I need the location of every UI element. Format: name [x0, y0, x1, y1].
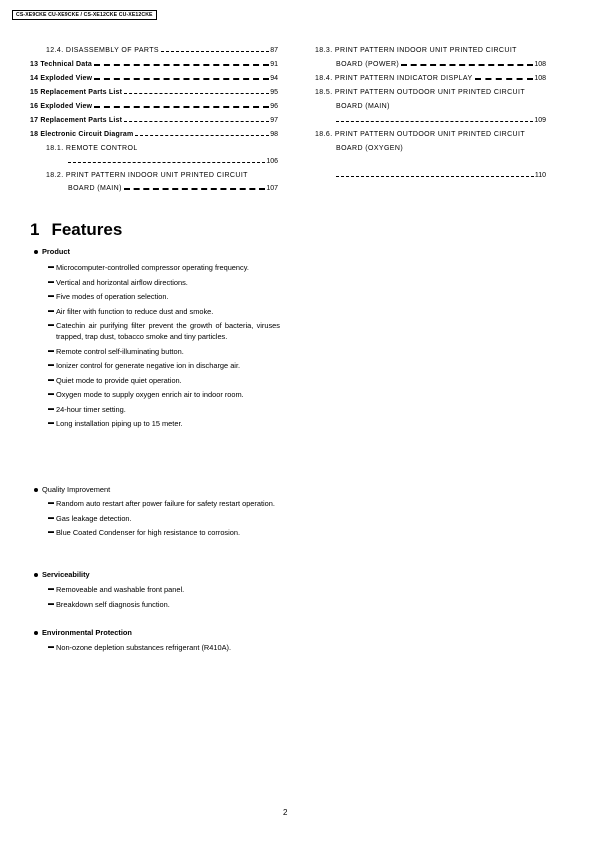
- toc-label: 15 Replacement Parts List: [30, 89, 123, 96]
- bullet-icon: [34, 250, 38, 254]
- toc-label: 17 Replacement Parts List: [30, 117, 123, 124]
- toc-label-continued: BOARD (MAIN): [336, 103, 390, 110]
- dash-icon: ▬: [48, 278, 54, 285]
- leader-dots: [475, 76, 534, 80]
- item-text: Non-ozone depletion substances refrigerant (R410A).: [56, 643, 232, 652]
- group-heading-serviceability: [34, 570, 90, 579]
- toc-entry[interactable]: [30, 131, 278, 138]
- dash-icon: ▬: [48, 586, 54, 592]
- item-text: 24-hour timer setting.: [56, 404, 126, 414]
- toc-page: 110: [534, 172, 546, 179]
- item-text: Quiet mode to provide quiet operation.: [56, 375, 182, 385]
- item-text: Ionizer control for generate negative ion in discharge air.: [56, 361, 241, 370]
- list-item: [48, 527, 280, 538]
- section-title: Features: [51, 220, 123, 239]
- toc-label-continued: BOARD (MAIN): [68, 185, 122, 192]
- toc-entry-label-line[interactable]: [315, 47, 517, 54]
- list-item: [48, 360, 280, 371]
- section-heading: [30, 220, 122, 240]
- item-text: Catechin air purifying filter prevent the growth of bacteria, viruses trapped, trap dust, tobacco smoke and tiny particles.: [56, 321, 280, 341]
- list-item: [48, 277, 280, 288]
- dash-icon: ▬: [48, 500, 54, 506]
- dash-icon: ▬: [48, 376, 54, 383]
- list-item: [48, 599, 280, 610]
- leader-dots: [124, 91, 269, 94]
- toc-entry-leader-line[interactable]: [336, 172, 546, 179]
- item-text: Microcomputer-controlled compressor operating frequency.: [56, 263, 249, 272]
- toc-label-continued: BOARD (OXYGEN): [336, 145, 404, 152]
- toc-page: 98: [270, 131, 278, 138]
- toc-page: 108: [534, 75, 546, 82]
- item-text: Five modes of operation selection.: [56, 292, 169, 301]
- serviceability-list: [48, 584, 280, 613]
- list-item: [48, 513, 280, 524]
- list-item: [48, 306, 280, 317]
- toc-entry[interactable]: [30, 61, 278, 68]
- dash-icon: ▬: [48, 514, 54, 521]
- toc-entry-leader-line[interactable]: [68, 158, 278, 165]
- toc-page: 97: [270, 117, 278, 124]
- list-item: [48, 320, 280, 342]
- toc-entry[interactable]: [30, 89, 278, 96]
- leader-dots: [94, 104, 269, 108]
- leader-dots: [124, 186, 266, 190]
- group-title: Product: [42, 247, 70, 256]
- item-text: Blue Coated Condenser for high resistance to corrosion.: [56, 528, 241, 537]
- dash-icon: ▬: [48, 600, 54, 607]
- bullet-icon: [34, 573, 38, 577]
- dash-icon: ▬: [48, 405, 54, 412]
- bullet-icon: [34, 488, 38, 492]
- leader-dots: [135, 133, 269, 136]
- leader-dots: [401, 62, 533, 66]
- toc-label: 18.6. PRINT PATTERN OUTDOOR UNIT PRINTED CIRCUIT: [315, 131, 526, 138]
- item-text: Breakdown self diagnosis function.: [56, 599, 170, 609]
- toc-entry[interactable]: [315, 75, 546, 82]
- quality-list: [48, 498, 280, 542]
- group-heading-quality: [34, 485, 110, 494]
- toc-label: 18.1. REMOTE CONTROL: [46, 145, 138, 152]
- section-number: 1: [30, 220, 40, 239]
- page-number: 2: [283, 808, 288, 817]
- item-text: Removeable and washable front panel.: [56, 585, 185, 594]
- dash-icon: ▬: [48, 362, 54, 368]
- toc-label: 18.2. PRINT PATTERN INDOOR UNIT PRINTED CIRCUIT: [46, 172, 248, 179]
- toc-page: 91: [270, 61, 278, 68]
- toc-page: 94: [270, 75, 278, 82]
- toc-entry[interactable]: [336, 61, 546, 68]
- toc-entry-label-line[interactable]: [336, 145, 403, 152]
- toc-page: 109: [534, 117, 546, 124]
- toc-entry[interactable]: [46, 47, 278, 54]
- item-text: Random auto restart after power failure for safety restart operation.: [56, 499, 275, 508]
- toc-entry-label-line[interactable]: [336, 103, 390, 110]
- toc-entry[interactable]: [30, 75, 278, 82]
- toc-page: 87: [270, 47, 278, 54]
- list-item: [48, 404, 280, 415]
- toc-entry[interactable]: [30, 117, 278, 124]
- dash-icon: ▬: [48, 347, 54, 354]
- dash-icon: ▬: [48, 391, 54, 397]
- dash-icon: ▬: [48, 420, 54, 426]
- list-item: [48, 498, 280, 509]
- toc-label: 18.4. PRINT PATTERN INDICATOR DISPLAY: [315, 75, 473, 82]
- toc-page: 108: [534, 61, 546, 68]
- dash-icon: ▬: [48, 264, 54, 270]
- toc-entry[interactable]: [30, 103, 278, 110]
- list-item: [48, 262, 280, 273]
- toc-entry-label-line[interactable]: [315, 89, 525, 96]
- item-text: Remote control self-illuminating button.: [56, 346, 184, 356]
- group-heading-environmental: [34, 628, 132, 637]
- toc-label: 14 Exploded View: [30, 75, 93, 82]
- leader-dots: [94, 62, 269, 66]
- item-text: Vertical and horizontal airflow directions.: [56, 277, 188, 287]
- list-item: [48, 642, 280, 653]
- toc-label: 18.3. PRINT PATTERN INDOOR UNIT PRINTED CIRCUIT: [315, 47, 517, 54]
- group-title: Environmental Protection: [42, 628, 132, 637]
- leader-dots: [94, 76, 269, 80]
- toc-page: 107: [266, 185, 278, 192]
- group-title: Serviceability: [42, 570, 90, 579]
- leader-dots: [161, 49, 269, 52]
- leader-dots: [336, 119, 533, 122]
- toc-label: 13 Technical Data: [30, 61, 93, 68]
- toc-label-continued: BOARD (POWER): [336, 61, 400, 68]
- list-item: [48, 418, 280, 429]
- toc-label: 18.5. PRINT PATTERN OUTDOOR UNIT PRINTED CIRCUIT: [315, 89, 526, 96]
- toc-page: 106: [266, 158, 278, 165]
- toc-entry-label-line[interactable]: [46, 172, 248, 179]
- dash-icon: ▬: [48, 322, 54, 328]
- dash-icon: ▬: [48, 307, 54, 314]
- item-text: Gas leakage detection.: [56, 513, 132, 523]
- list-item: [48, 291, 280, 302]
- group-heading-product: [34, 247, 70, 256]
- toc-label: 12.4. DISASSEMBLY OF PARTS: [46, 47, 159, 54]
- list-item: [48, 389, 280, 400]
- list-item: [48, 375, 280, 386]
- dash-icon: ▬: [48, 529, 54, 535]
- environmental-list: [48, 642, 280, 657]
- toc-entry-label-line[interactable]: [315, 131, 525, 138]
- list-item: [48, 346, 280, 357]
- toc-label: 18 Electronic Circuit Diagram: [30, 131, 134, 138]
- bullet-icon: [34, 631, 38, 635]
- group-title: Quality Improvement: [42, 485, 111, 494]
- list-item: [48, 584, 280, 595]
- toc-entry[interactable]: [68, 185, 278, 192]
- leader-dots: [336, 174, 534, 177]
- product-list: [48, 262, 280, 433]
- leader-dots: [68, 160, 265, 163]
- item-text: Oxygen mode to supply oxygen enrich air to indoor room.: [56, 390, 244, 399]
- item-text: Air filter with function to reduce dust and smoke.: [56, 306, 214, 316]
- document-header: CS-XE9CKE CU-XE9CKE / CS-XE12CKE CU-XE12CKE: [12, 10, 157, 20]
- toc-entry-leader-line[interactable]: [336, 117, 546, 124]
- toc-page: 96: [270, 103, 278, 110]
- toc-entry-label-line[interactable]: [46, 145, 138, 152]
- leader-dots: [124, 119, 269, 122]
- dash-icon: ▬: [48, 644, 54, 650]
- dash-icon: ▬: [48, 293, 54, 299]
- toc-label: 16 Exploded View: [30, 103, 93, 110]
- toc-page: 95: [270, 89, 278, 96]
- item-text: Long installation piping up to 15 meter.: [56, 419, 183, 428]
